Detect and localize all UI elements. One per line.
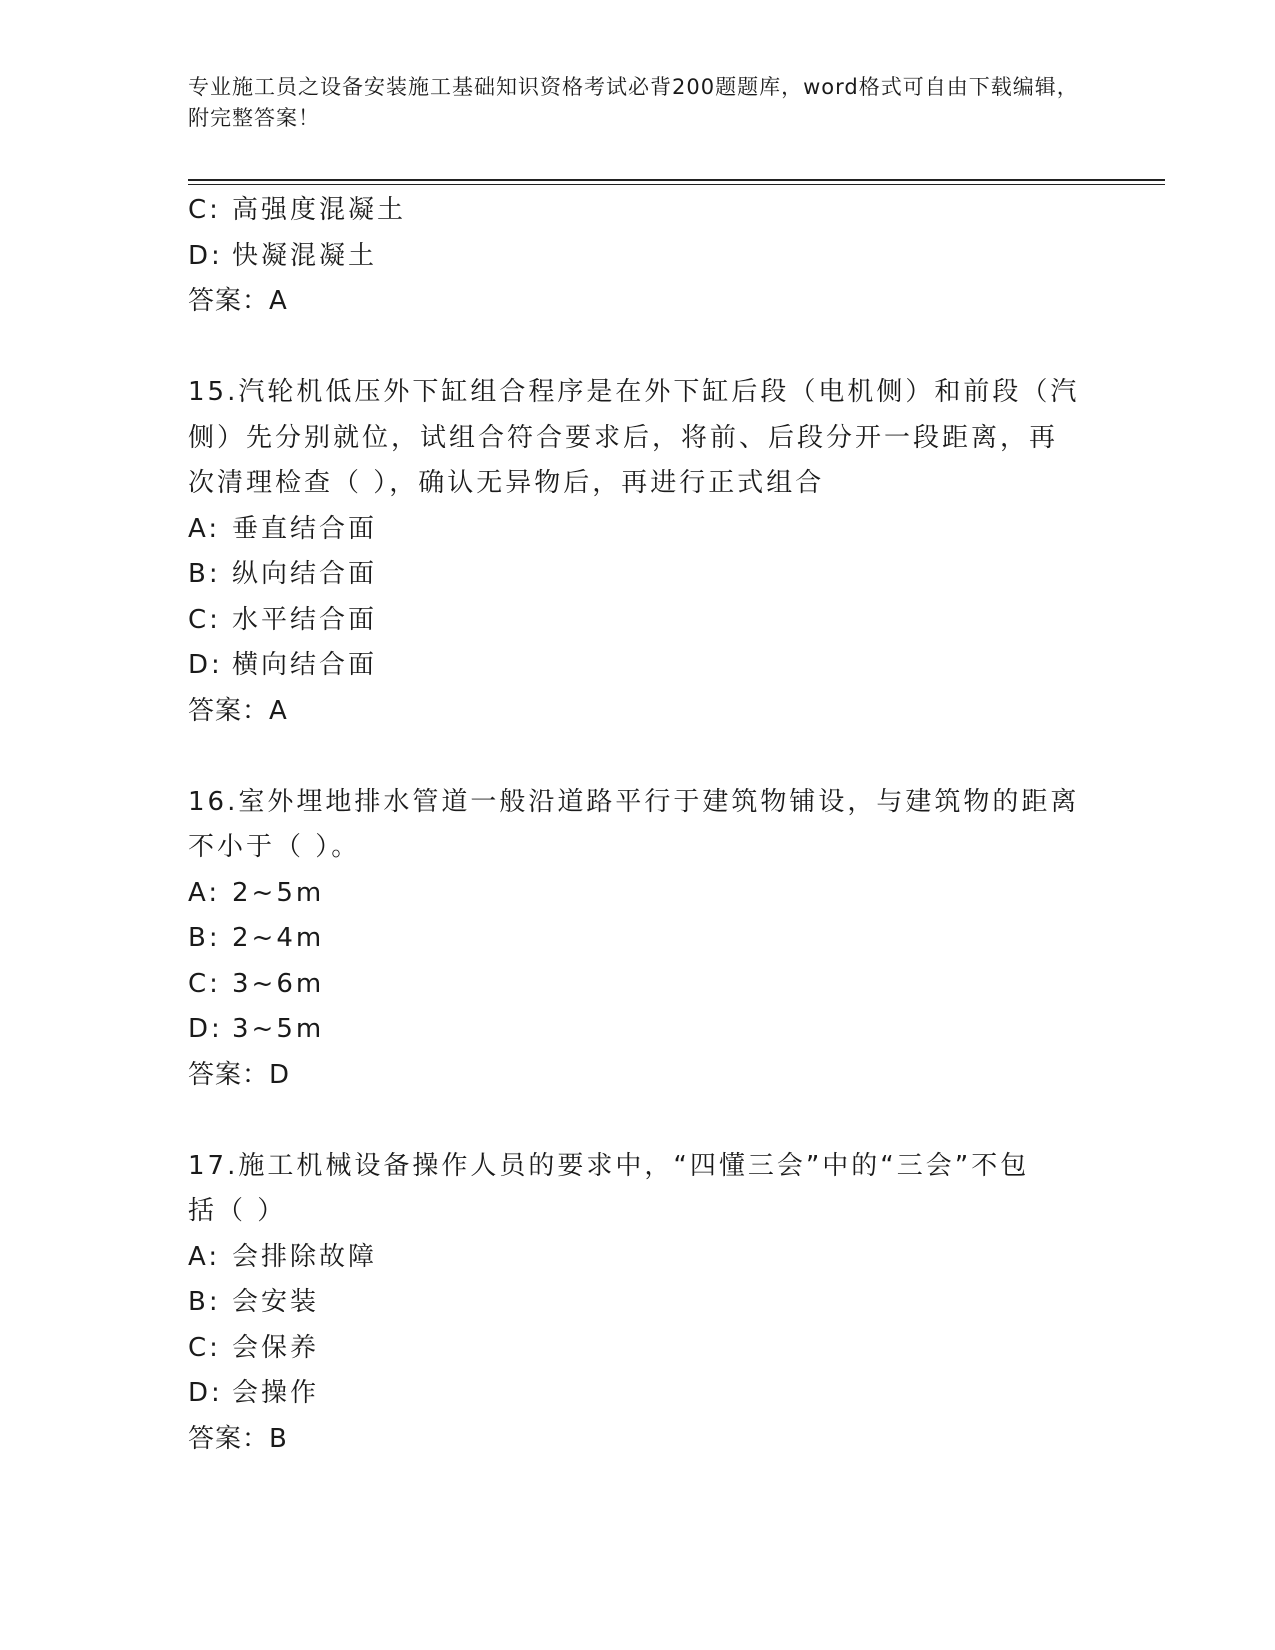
option-text: 横向结合面 [232, 650, 378, 680]
question-text-line: 不小于（ ）。 [188, 832, 361, 862]
option-item [188, 598, 1088, 644]
header-rule-thin [188, 184, 1165, 185]
answer-line: 答案：D [188, 1059, 291, 1090]
option-item [188, 1235, 1088, 1281]
question-text-line: 15.汽轮机低压外下缸组合程序是在外下缸后段（电机侧）和前段（汽 [188, 377, 1080, 407]
question-block [188, 370, 1088, 734]
spacer [188, 325, 1088, 371]
option-text: 纵向结合面 [232, 559, 378, 589]
answer-line: 答案：A [188, 695, 288, 726]
option-item [188, 1326, 1088, 1372]
option-key: C: [188, 604, 221, 635]
option-key: B: [188, 1287, 221, 1317]
option-item [188, 1371, 1088, 1417]
option-text: 会保养 [232, 1332, 320, 1363]
question-block [188, 1144, 1088, 1463]
header-rule-thick [188, 179, 1165, 181]
option-text: 2~5m [232, 877, 325, 908]
option-key: B: [188, 923, 221, 953]
option-item [188, 552, 1088, 598]
option-key: D: [188, 240, 223, 271]
option-item [188, 1007, 1088, 1053]
question-text-line: 16.室外埋地排水管道一般沿道路平行于建筑物铺设，与建筑物的距离 [188, 786, 1080, 817]
question-text-line: 17.施工机械设备操作人员的要求中，“四懂三会”中的“三会”不包 [188, 1150, 1030, 1181]
option-text: 会安装 [232, 1287, 320, 1317]
option-item [188, 643, 1088, 689]
option-key: A: [188, 877, 221, 908]
option-key: D: [188, 650, 223, 680]
option-item [188, 962, 1088, 1008]
option-text: 3~6m [232, 968, 325, 999]
spacer [188, 734, 1088, 780]
option-item [188, 871, 1088, 917]
question-text-line: 侧）先分别就位，试组合符合要求后，将前、后段分开一段距离，再 [188, 422, 1059, 453]
answer-line: 答案：A [188, 286, 288, 316]
option-item [188, 234, 1088, 280]
option-text: 会操作 [232, 1378, 320, 1408]
option-text: 快凝混凝土 [232, 240, 378, 271]
question-content [188, 188, 1088, 1462]
spacer [188, 1098, 1088, 1144]
option-text: 高强度混凝土 [232, 195, 407, 225]
option-key: B: [188, 559, 221, 589]
answer-line: 答案：B [188, 1423, 288, 1454]
option-key: A: [188, 1241, 221, 1272]
question-text-line: 次清理检查（ ），确认无异物后，再进行正式组合 [188, 468, 825, 498]
option-item [188, 188, 1088, 234]
option-text: 垂直结合面 [232, 513, 378, 544]
option-key: D: [188, 1378, 223, 1408]
option-text: 2~4m [232, 923, 325, 953]
option-key: C: [188, 968, 221, 999]
question-text-line: 括（ ） [188, 1196, 287, 1226]
option-key: C: [188, 195, 221, 225]
document-header: 专业施工员之设备安装施工基础知识资格考试必背200题题库，word格式可自由下载编辑，附完整答案！ [188, 75, 1079, 130]
option-item [188, 507, 1088, 553]
option-item [188, 916, 1088, 962]
option-key: A: [188, 513, 221, 544]
option-text: 水平结合面 [232, 604, 378, 635]
option-item [188, 1280, 1088, 1326]
option-text: 3~5m [232, 1014, 325, 1044]
option-key: D: [188, 1014, 223, 1044]
option-text: 会排除故障 [232, 1241, 378, 1272]
option-key: C: [188, 1332, 221, 1363]
question-block [188, 780, 1088, 1099]
